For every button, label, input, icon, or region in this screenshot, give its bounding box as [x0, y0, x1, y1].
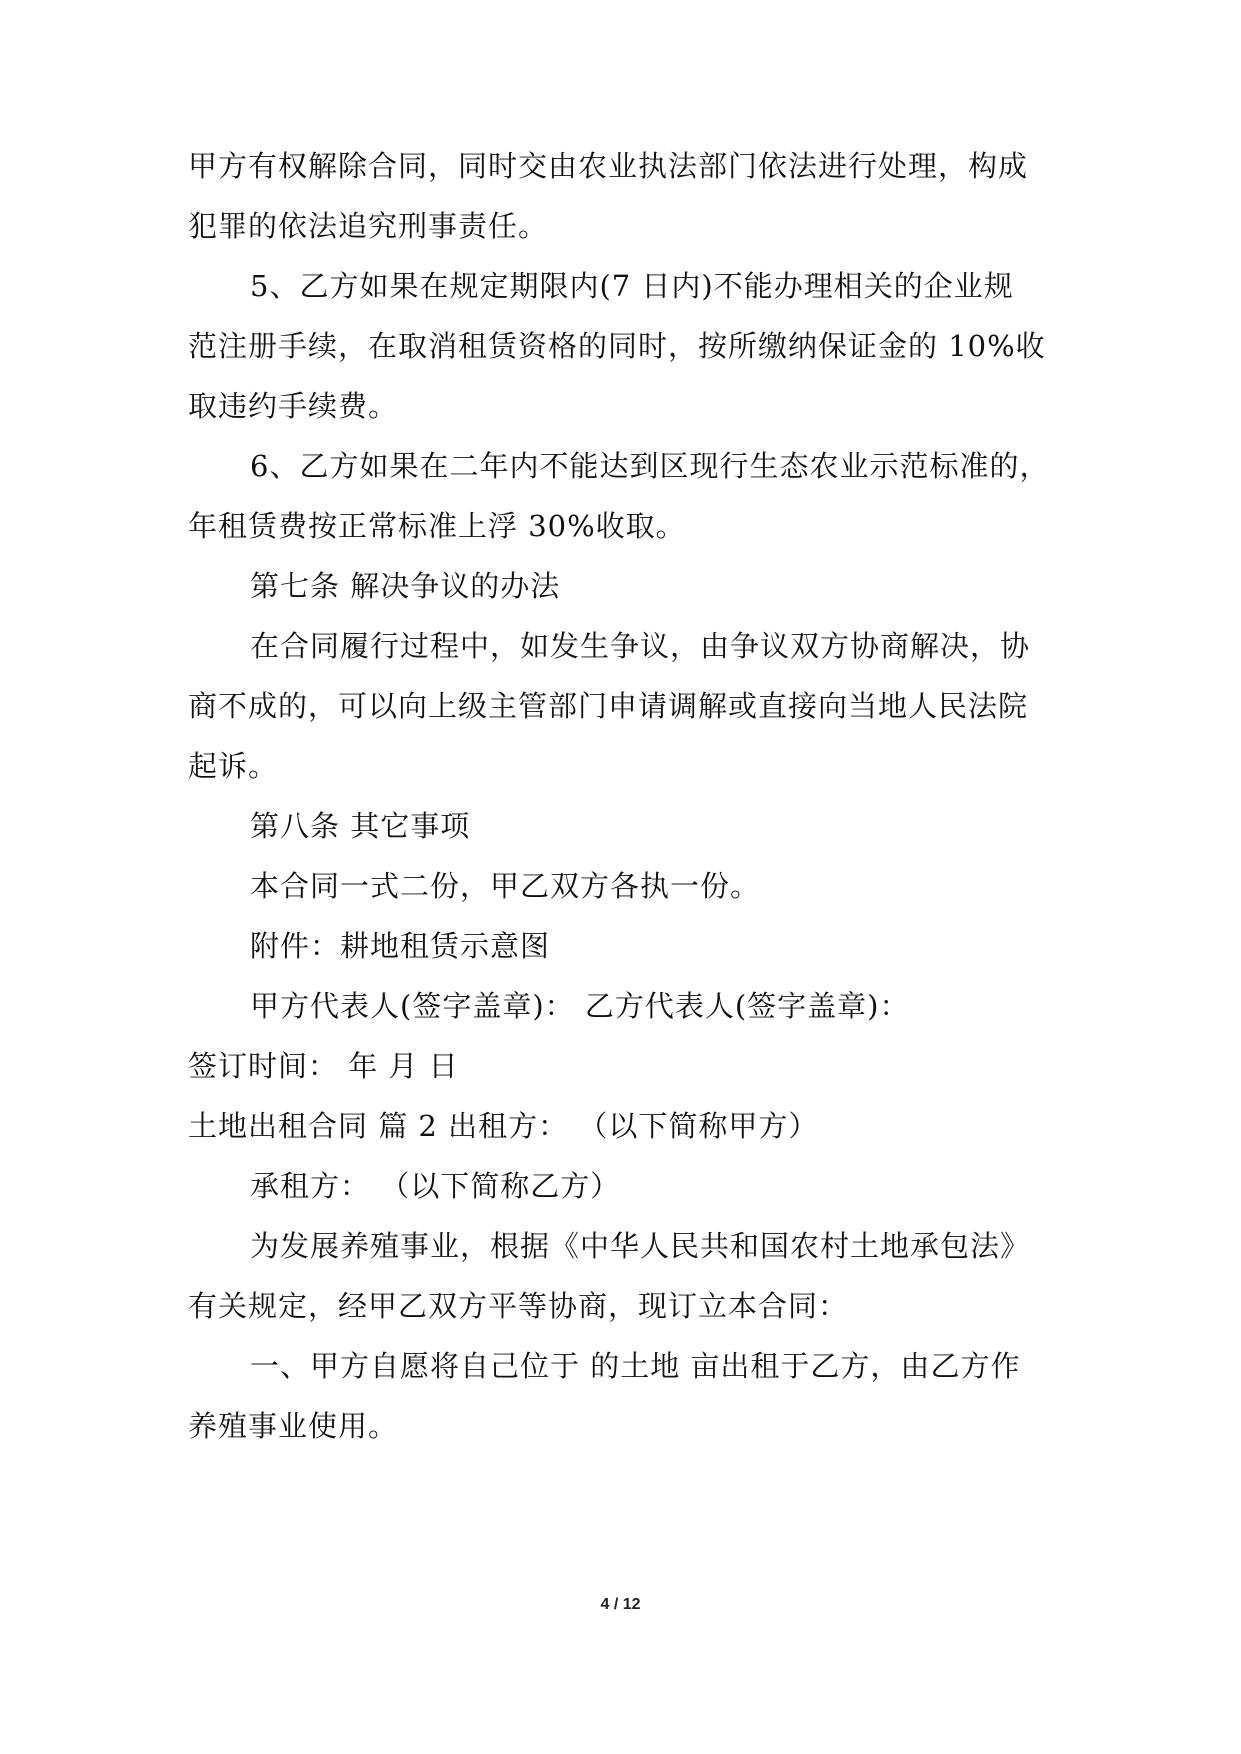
body-text-line: 范注册手续，在取消租赁资格的同时，按所缴纳保证金的 10%收: [188, 329, 1046, 363]
body-text-line: 犯罪的依法追究刑事责任。: [188, 209, 549, 243]
body-text-line: 在合同履行过程中，如发生争议，由争议双方协商解决，协: [250, 629, 1031, 663]
body-text-line: 有关规定，经甲乙双方平等协商，现订立本合同：: [188, 1289, 849, 1323]
body-text-line: 5、乙方如果在规定期限内(7 日内)不能办理相关的企业规: [250, 269, 1014, 303]
section-heading: 第七条 解决争议的办法: [250, 569, 561, 603]
section-heading: 第八条 其它事项: [250, 809, 471, 843]
body-text-line: 养殖事业使用。: [188, 1409, 399, 1443]
body-text-line: 附件：耕地租赁示意图: [250, 929, 551, 963]
signature-line: 甲方代表人(签字盖章)： 乙方代表人(签字盖章)：: [250, 989, 910, 1023]
page-number: 4 / 12: [600, 1596, 641, 1613]
body-text-line: 一、甲方自愿将自己位于 的土地 亩出租于乙方，由乙方作: [250, 1349, 1021, 1383]
body-text-line: 本合同一式二份，甲乙双方各执一份。: [250, 869, 761, 903]
body-text-line: 甲方有权解除合同，同时交由农业执法部门依法进行处理，构成: [188, 149, 1029, 183]
contract-title-line: 土地出租合同 篇 2 出租方： （以下简称甲方）: [188, 1109, 819, 1143]
signing-date-line: 签订时间： 年 月 日: [188, 1049, 459, 1083]
body-text-line: 承租方： （以下简称乙方）: [250, 1169, 621, 1203]
body-text-line: 起诉。: [188, 749, 279, 783]
body-text-line: 商不成的，可以向上级主管部门申请调解或直接向当地人民法院: [188, 689, 1029, 723]
body-text-line: 取违约手续费。: [188, 389, 399, 423]
body-text-line: 6、乙方如果在二年内不能达到区现行生态农业示范标准的，: [250, 449, 1050, 483]
body-text-line: 年租赁费按正常标准上浮 30%收取。: [188, 509, 686, 543]
body-text-line: 为发展养殖事业，根据《中华人民共和国农村土地承包法》: [250, 1229, 1031, 1263]
